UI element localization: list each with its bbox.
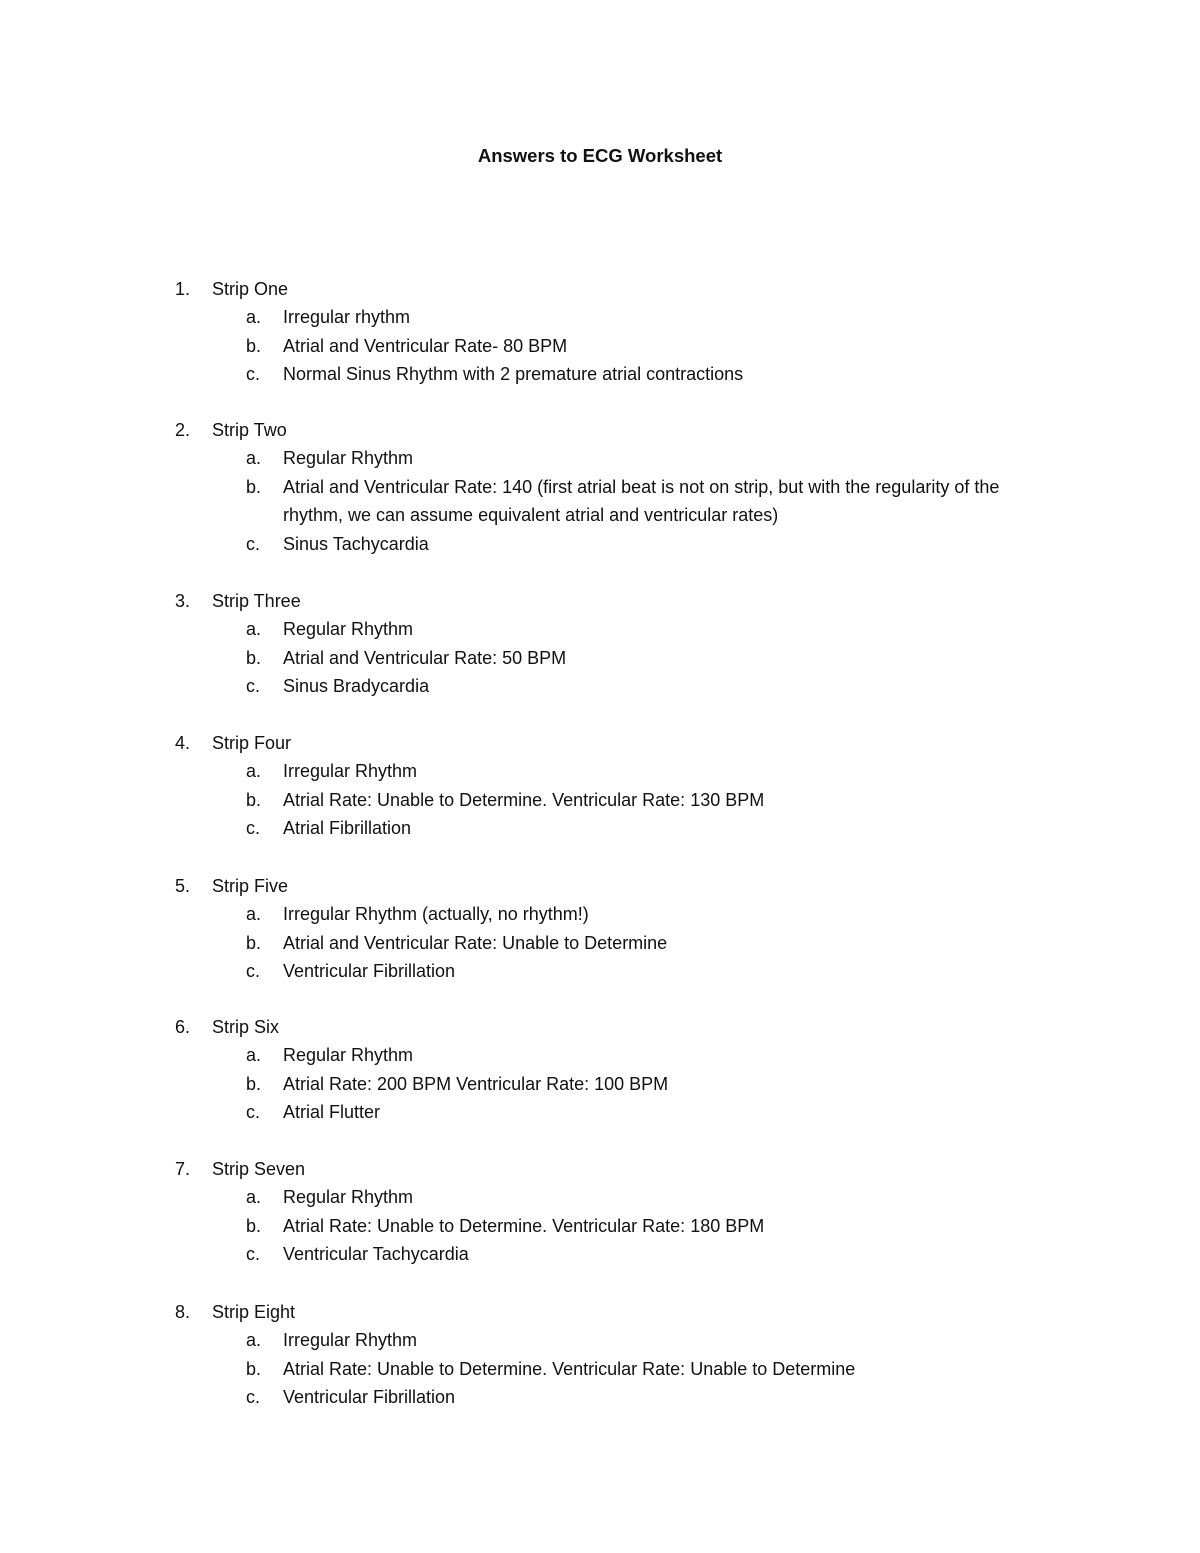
- list-item-strip-seven: [0, 1155, 1200, 1269]
- sub-item-letter: a.: [246, 904, 262, 924]
- sub-item-letter: b.: [246, 335, 262, 356]
- sub-item-letter: c.: [246, 676, 261, 696]
- item-heading: [0, 872, 1200, 900]
- sub-item: [0, 1070, 1200, 1099]
- list-item-strip-five: [0, 872, 1200, 986]
- sub-item-letter: c.: [246, 1244, 261, 1264]
- sub-item: [0, 957, 1200, 986]
- sub-item-text: Atrial Rate: Unable to Determine. Ventricular Rate: 130 BPM: [283, 789, 765, 810]
- sub-item-letter: a.: [246, 1187, 262, 1207]
- item-number: 2.: [175, 420, 191, 440]
- item-heading: [0, 1155, 1200, 1183]
- list-item-strip-eight: [0, 1298, 1200, 1412]
- sub-item: [0, 644, 1200, 673]
- sub-item: [0, 1240, 1200, 1269]
- list-item-strip-four: [0, 729, 1200, 843]
- item-number: 4.: [175, 733, 191, 753]
- sub-item-letter: c.: [246, 1102, 261, 1122]
- sub-item-text: Regular Rhythm: [283, 1045, 414, 1065]
- sub-item-letter: a.: [246, 1045, 262, 1065]
- sub-item-text: Atrial Fibrillation: [283, 818, 412, 838]
- list-item-strip-two: [0, 416, 1200, 558]
- sub-item-text: Sinus Tachycardia: [283, 533, 429, 554]
- list-item-strip-one: [0, 275, 1200, 389]
- item-label: Strip Eight: [212, 1302, 296, 1322]
- item-label: Strip Seven: [212, 1159, 306, 1179]
- sub-item-letter: b.: [246, 1358, 262, 1379]
- item-number: 1.: [175, 279, 191, 299]
- sub-item-text: Atrial and Ventricular Rate- 80 BPM: [283, 335, 568, 356]
- sub-item-text: Sinus Bradycardia: [283, 676, 430, 696]
- sub-item-text: Atrial and Ventricular Rate: 50 BPM: [283, 647, 567, 668]
- sub-item-letter: b.: [246, 1073, 262, 1094]
- sub-item-letter: a.: [246, 1330, 262, 1350]
- item-number: 7.: [175, 1159, 191, 1179]
- item-number: 8.: [175, 1302, 191, 1322]
- sub-item-text: Atrial Rate: Unable to Determine. Ventricular Rate: 180 BPM: [283, 1215, 765, 1236]
- sub-item: [0, 473, 1200, 530]
- sub-item-text: Irregular Rhythm: [283, 761, 418, 781]
- sub-item: [0, 1098, 1200, 1127]
- sub-item: [0, 814, 1200, 843]
- sub-item-letter: a.: [246, 307, 262, 327]
- item-heading: [0, 1013, 1200, 1041]
- sub-item: [0, 303, 1200, 332]
- sub-item-text: Regular Rhythm: [283, 1187, 414, 1207]
- sub-item-text: Atrial and Ventricular Rate: Unable to Determine: [283, 932, 668, 953]
- item-heading: [0, 416, 1200, 444]
- sub-item: [0, 757, 1200, 786]
- sub-item-text: Ventricular Fibrillation: [283, 1387, 456, 1407]
- item-number: 5.: [175, 876, 191, 896]
- sub-item-text: Atrial Rate: 200 BPM Ventricular Rate: 100 BPM: [283, 1073, 669, 1094]
- sub-item: [0, 1183, 1200, 1212]
- sub-item: [0, 929, 1200, 958]
- sub-item-text: Regular Rhythm: [283, 619, 414, 639]
- item-heading: [0, 1298, 1200, 1326]
- sub-item-text: Atrial Flutter: [283, 1102, 381, 1122]
- sub-item: [0, 332, 1200, 361]
- sub-item-letter: a.: [246, 448, 262, 468]
- sub-item-letter: b.: [246, 932, 262, 953]
- page-title: Answers to ECG Worksheet: [477, 145, 723, 166]
- sub-item: [0, 786, 1200, 815]
- sub-item: [0, 444, 1200, 473]
- item-label: Strip One: [212, 279, 289, 299]
- item-heading: [0, 275, 1200, 303]
- item-number: 6.: [175, 1017, 191, 1037]
- item-label: Strip Five: [212, 876, 289, 896]
- sub-item: [0, 900, 1200, 929]
- sub-item: [0, 1383, 1200, 1412]
- sub-item-text: Normal Sinus Rhythm with 2 premature atrial contractions: [283, 364, 744, 384]
- item-number: 3.: [175, 591, 191, 611]
- sub-item: [0, 1355, 1200, 1384]
- sub-item-letter: b.: [246, 1215, 262, 1236]
- sub-item: [0, 1326, 1200, 1355]
- sub-item-letter: c.: [246, 364, 261, 384]
- sub-item-text: Ventricular Fibrillation: [283, 961, 456, 981]
- item-label: Strip Four: [212, 733, 292, 753]
- sub-item: [0, 1212, 1200, 1241]
- sub-item-text: Atrial and Ventricular Rate: 140 (first atrial beat is not on strip, but with the regularity of the rhythm, we can assume equivalent atrial and ventricular rates): [283, 476, 1000, 525]
- sub-item-letter: b.: [246, 476, 262, 497]
- sub-item-text: Ventricular Tachycardia: [283, 1244, 469, 1264]
- sub-item-letter: c.: [246, 961, 261, 981]
- sub-item-text: Irregular rhythm: [283, 307, 411, 327]
- list-item-strip-six: [0, 1013, 1200, 1127]
- sub-item: [0, 1041, 1200, 1070]
- sub-item-text: Irregular Rhythm (actually, no rhythm!): [283, 904, 589, 924]
- sub-item-text: Irregular Rhythm: [283, 1330, 418, 1350]
- sub-item-letter: c.: [246, 818, 261, 838]
- item-label: Strip Six: [212, 1017, 280, 1037]
- item-label: Strip Three: [212, 591, 301, 611]
- sub-item-letter: c.: [246, 533, 261, 554]
- sub-item-letter: a.: [246, 619, 262, 639]
- sub-item-text: Regular Rhythm: [283, 448, 414, 468]
- sub-item: [0, 360, 1200, 389]
- sub-item: [0, 530, 1200, 559]
- sub-item: [0, 615, 1200, 644]
- sub-item-text: Atrial Rate: Unable to Determine. Ventricular Rate: Unable to Determine: [283, 1358, 856, 1379]
- sub-item-letter: b.: [246, 789, 262, 810]
- sub-item-letter: a.: [246, 761, 262, 781]
- item-heading: [0, 587, 1200, 615]
- sub-item: [0, 672, 1200, 701]
- list-item-strip-three: [0, 587, 1200, 701]
- sub-item-letter: b.: [246, 647, 262, 668]
- item-heading: [0, 729, 1200, 757]
- item-label: Strip Two: [212, 420, 287, 440]
- sub-item-letter: c.: [246, 1387, 261, 1407]
